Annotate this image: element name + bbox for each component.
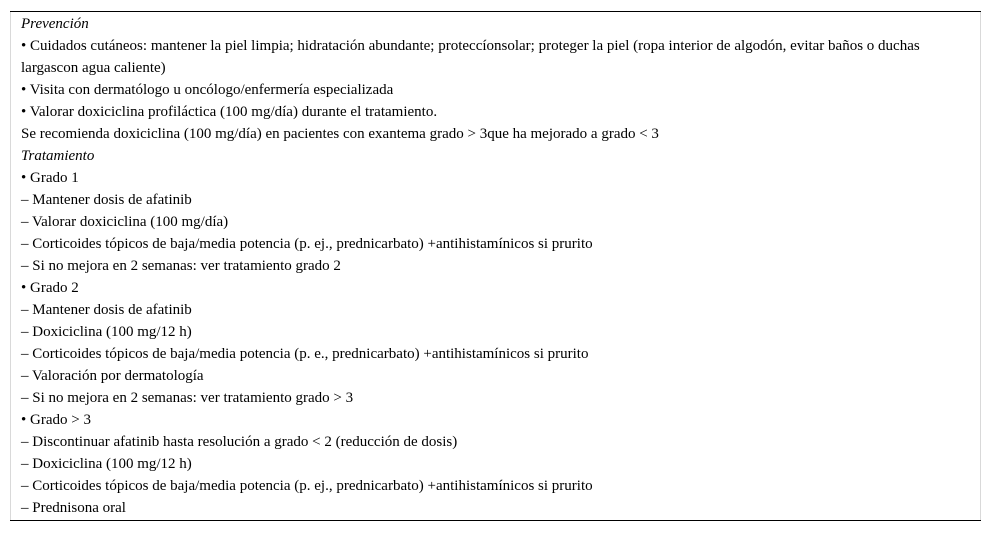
treatment-line: – Prednisona oral — [21, 500, 126, 516]
prevention-line: • Valorar doxiciclina profiláctica (100 mg/día) durante el tratamiento. — [21, 104, 438, 120]
treatment-line: – Doxiciclina (100 mg/12 h) — [21, 324, 192, 340]
treatment-line: – Valorar doxiciclina (100 mg/día) — [21, 214, 229, 230]
treatment-line: – Corticoides tópicos de baja/media potencia (p. ej., prednicarbato) +antihistamínicos si prurito — [21, 236, 593, 252]
prevention-line: • Visita con dermatólogo u oncólogo/enfermería especializada — [21, 82, 394, 98]
table-cell-content — [21, 13, 971, 519]
treatment-heading: Tratamiento — [21, 148, 95, 164]
prevention-heading: Prevención — [21, 16, 89, 32]
treatment-line: – Corticoides tópicos de baja/media potencia (p. e., prednicarbato) +antihistamínicos si prurito — [21, 346, 589, 362]
treatment-line: – Si no mejora en 2 semanas: ver tratamiento grado 2 — [21, 258, 341, 274]
treatment-line: – Valoración por dermatología — [21, 368, 204, 384]
treatment-line: • Grado 1 — [21, 170, 79, 186]
treatment-line: • Grado 2 — [21, 280, 79, 296]
treatment-line: – Corticoides tópicos de baja/media potencia (p. ej., prednicarbato) +antihistamínicos si prurito — [21, 478, 593, 494]
prevention-line: • Cuidados cutáneos: mantener la piel limpia; hidratación abundante; proteccíonsolar; proteger la piel (ropa interior de algodón, evitar baños o duchas largascon agua caliente) — [21, 38, 920, 76]
prevention-line: Se recomienda doxiciclina (100 mg/día) en pacientes con exantema grado > 3que ha mejorado a grado < 3 — [21, 126, 659, 142]
treatment-line: – Doxiciclina (100 mg/12 h) — [21, 456, 192, 472]
treatment-line: – Mantener dosis de afatinib — [21, 192, 192, 208]
treatment-line: • Grado > 3 — [21, 412, 91, 428]
treatment-line: – Si no mejora en 2 semanas: ver tratamiento grado > 3 — [21, 390, 354, 406]
treatment-line: – Discontinuar afatinib hasta resolución a grado < 2 (reducción de dosis) — [21, 434, 458, 450]
treatment-line: – Mantener dosis de afatinib — [21, 302, 192, 318]
